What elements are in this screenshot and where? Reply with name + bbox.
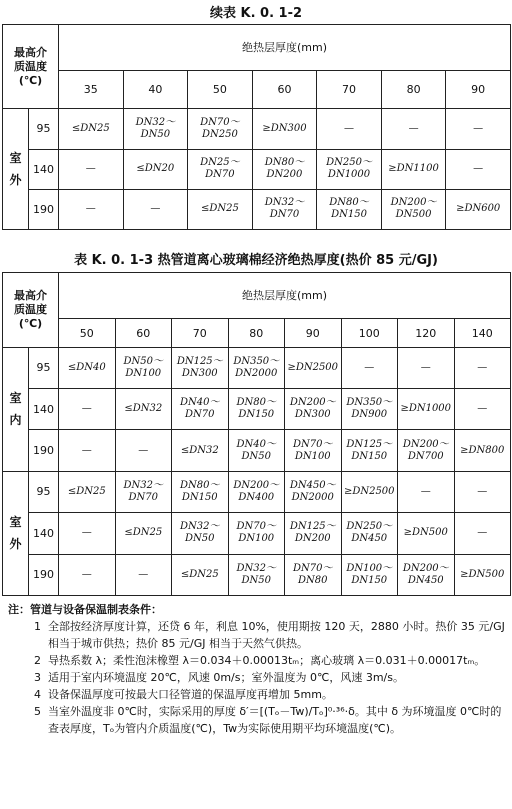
note-text: 适用于室内环境温度 20℃，风速 0m/s；室外温度为 0℃，风速 3m/s。 (48, 671, 404, 684)
thickness-cell: — (341, 347, 398, 388)
note-number: 2 (34, 654, 41, 667)
thickness-cell: DN32～ DN70 (115, 471, 172, 512)
thickness-cell: DN70～ DN100 (285, 430, 342, 471)
note-text: 全部按经济厚度计算，还贷 6 年，利息 10%，使用期按 120 天，2880 小时。热价 35 元/GJ 相当于城市供热；热价 85 元/GJ 相当于天然气供热。 (48, 620, 505, 650)
table-row (3, 109, 511, 149)
note-item (8, 652, 508, 669)
temperature-cell: 190 (29, 189, 59, 229)
note-text: 当室外温度非 0℃时，实际采用的厚度 δ′＝[(Tₒ－Tw)/Tₒ]⁰·³⁶·δ。其中 δ 为环境温度 0℃时的查表厚度，Tₒ为管内介质温度(℃)，Tw为实际使用期平均环境温度(℃)。 (48, 705, 502, 735)
location-label: 室 外 (3, 109, 29, 230)
note-item (8, 703, 508, 737)
thickness-cell: DN50～ DN100 (115, 347, 172, 388)
thickness-col-header: 60 (252, 71, 317, 109)
thickness-cell: — (398, 347, 455, 388)
note-text: 设备保温厚度可按最大口径管道的保温厚度再增加 5mm。 (48, 688, 333, 701)
thickness-cell: DN125～ DN200 (285, 513, 342, 554)
thickness-cell: DN200～ DN700 (398, 430, 455, 471)
note-item (8, 686, 508, 703)
thickness-cell: DN40～ DN70 (172, 389, 229, 430)
note-number: 3 (34, 671, 41, 684)
thickness-cell: DN200～ DN400 (228, 471, 285, 512)
thickness-cell: — (454, 471, 511, 512)
thickness-cell: ≥DN2500 (285, 347, 342, 388)
thickness-cell: DN70～ DN80 (285, 554, 342, 595)
thickness-cell: DN200～ DN500 (381, 189, 446, 229)
thickness-cell: — (59, 430, 116, 471)
thickness-col-header: 100 (341, 319, 398, 347)
thickness-cell: — (446, 149, 511, 189)
thickness-cell: ≤DN25 (115, 513, 172, 554)
thickness-cell: — (115, 430, 172, 471)
insulation-table-1 (2, 24, 511, 230)
thickness-cell: DN80～ DN150 (228, 389, 285, 430)
table-row (3, 554, 511, 595)
thickness-col-header: 35 (59, 71, 124, 109)
location-label: 室 外 (3, 471, 29, 595)
thickness-cell: ≤DN25 (188, 189, 253, 229)
thickness-cell: DN125～ DN150 (341, 430, 398, 471)
thickness-cell: — (59, 554, 116, 595)
thickness-cell: — (381, 109, 446, 149)
thickness-col-header: 80 (228, 319, 285, 347)
thickness-cell: — (454, 389, 511, 430)
corner-header: 最高介 质温度 (℃) (3, 273, 59, 348)
thickness-cell: — (59, 513, 116, 554)
thickness-cell: DN80～ DN150 (172, 471, 229, 512)
thickness-cell: ≤DN25 (59, 109, 124, 149)
temperature-cell: 95 (29, 109, 59, 149)
thickness-cell: — (446, 109, 511, 149)
thickness-cell: — (59, 189, 124, 229)
thickness-cell: — (454, 347, 511, 388)
thickness-cell: ≥DN1000 (398, 389, 455, 430)
thickness-cell: ≥DN300 (252, 109, 317, 149)
thickness-cell: DN200～ DN450 (398, 554, 455, 595)
thickness-cell: DN80～ DN150 (317, 189, 382, 229)
thickness-cell: ≤DN20 (123, 149, 188, 189)
thickness-col-header: 140 (454, 319, 511, 347)
table-row (3, 347, 511, 388)
thickness-col-header: 70 (317, 71, 382, 109)
thickness-cell: DN32～ DN50 (228, 554, 285, 595)
table-1-caption: 续表 K. 0. 1-2 (209, 6, 303, 21)
notes-list (8, 618, 508, 737)
temperature-cell: 95 (29, 347, 59, 388)
thickness-col-header: 120 (398, 319, 455, 347)
note-item (8, 669, 508, 686)
thickness-col-header: 60 (115, 319, 172, 347)
thickness-cell: — (317, 109, 382, 149)
thickness-cell: — (59, 149, 124, 189)
thickness-cell: ≤DN25 (172, 554, 229, 595)
corner-header: 最高介 质温度 (℃) (3, 25, 59, 109)
thickness-col-header: 50 (188, 71, 253, 109)
thickness-cell: — (115, 554, 172, 595)
thickness-cell: DN70～ DN100 (228, 513, 285, 554)
thickness-cell: DN125～ DN300 (172, 347, 229, 388)
thickness-cell: ≤DN32 (172, 430, 229, 471)
note-number: 1 (34, 620, 41, 633)
thickness-cell: DN350～ DN900 (341, 389, 398, 430)
note-number: 5 (34, 705, 41, 718)
thickness-cell: DN100～ DN150 (341, 554, 398, 595)
table-2-caption: 表 K. 0. 1-3 热管道离心玻璃棉经济绝热厚度(热价 85 元/GJ) (74, 253, 438, 268)
thickness-cell: ≤DN32 (115, 389, 172, 430)
table-row (3, 149, 511, 189)
thickness-cell: DN450～ DN2000 (285, 471, 342, 512)
thickness-cell: — (454, 513, 511, 554)
temperature-cell: 95 (29, 471, 59, 512)
table-row (3, 430, 511, 471)
thickness-cell: ≥DN2500 (341, 471, 398, 512)
thickness-cell: DN40～ DN50 (228, 430, 285, 471)
thickness-cell: ≥DN600 (446, 189, 511, 229)
thickness-col-header: 80 (381, 71, 446, 109)
thickness-cell: DN70～ DN250 (188, 109, 253, 149)
thickness-cell: — (398, 471, 455, 512)
note-text: 导热系数 λ；柔性泡沫橡塑 λ＝0.034＋0.00013tₘ；离心玻璃 λ＝0.031＋0.00017tₘ。 (48, 654, 486, 667)
thickness-cell: — (123, 189, 188, 229)
note-number: 4 (34, 688, 41, 701)
thickness-col-header: 50 (59, 319, 116, 347)
insulation-table-2 (2, 272, 511, 596)
thickness-cell: DN25～ DN70 (188, 149, 253, 189)
thickness-cell: ≥DN800 (454, 430, 511, 471)
thickness-cell: — (59, 389, 116, 430)
table-row (3, 471, 511, 512)
temperature-cell: 140 (29, 149, 59, 189)
table-row (3, 189, 511, 229)
thickness-col-header: 90 (446, 71, 511, 109)
thickness-cell: ≥DN500 (454, 554, 511, 595)
thickness-cell: DN200～ DN300 (285, 389, 342, 430)
thickness-cell: DN250～ DN1000 (317, 149, 382, 189)
thickness-header: 绝热层厚度(mm) (59, 25, 511, 71)
thickness-cell: DN32～ DN50 (123, 109, 188, 149)
thickness-cell: ≥DN500 (398, 513, 455, 554)
thickness-cell: DN32～ DN70 (252, 189, 317, 229)
note-item (8, 618, 508, 652)
thickness-cell: DN350～ DN2000 (228, 347, 285, 388)
thickness-cell: DN250～ DN450 (341, 513, 398, 554)
thickness-cell: ≥DN1100 (381, 149, 446, 189)
temperature-cell: 190 (29, 430, 59, 471)
thickness-cell: ≤DN25 (59, 471, 116, 512)
thickness-col-header: 40 (123, 71, 188, 109)
thickness-header: 绝热层厚度(mm) (59, 273, 511, 319)
thickness-cell: DN32～ DN50 (172, 513, 229, 554)
thickness-col-header: 70 (172, 319, 229, 347)
thickness-cell: DN80～ DN200 (252, 149, 317, 189)
table-row (3, 513, 511, 554)
location-label: 室 内 (3, 347, 29, 471)
thickness-cell: ≤DN40 (59, 347, 116, 388)
notes-section (8, 601, 508, 737)
notes-title: 注：管道与设备保温制表条件： (8, 603, 162, 616)
temperature-cell: 190 (29, 554, 59, 595)
thickness-col-header: 90 (285, 319, 342, 347)
temperature-cell: 140 (29, 513, 59, 554)
table-row (3, 389, 511, 430)
temperature-cell: 140 (29, 389, 59, 430)
